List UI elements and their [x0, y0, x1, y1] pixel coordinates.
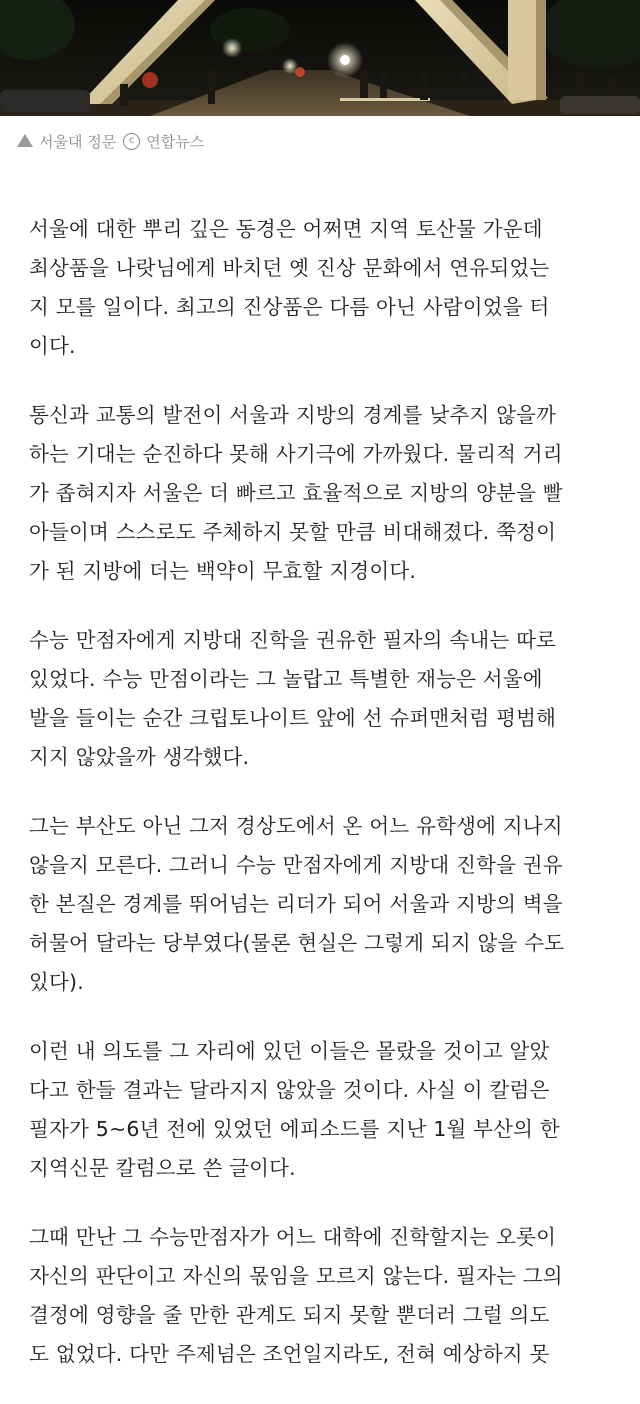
text-line: 지역신문 칼럼으로 쓴 글이다. [29, 1156, 296, 1180]
text-line: 지지 않았을까 생각했다. [29, 745, 250, 769]
article-photo [0, 0, 640, 116]
article-paragraph [29, 1218, 619, 1374]
text-line: 한 본질은 경계를 뛰어넘는 리더가 되어 서울과 지방의 벽을 [29, 892, 563, 916]
text-line: 최상품을 나랏님에게 바치던 옛 진상 문화에서 연유되었는 [29, 256, 550, 280]
photo-caption [17, 128, 204, 154]
text-line: 있다). [29, 970, 84, 994]
text-line: 이다. [29, 334, 76, 358]
text-line: 통신과 교통의 발전이 서울과 지방의 경계를 낮추지 않을까 [29, 403, 557, 427]
text-line: 이런 내 의도를 그 자리에 있던 이들은 몰랐을 것이고 알았 [29, 1039, 550, 1063]
text-line: 다고 한들 결과는 달라지지 않았을 것이다. 사실 이 칼럼은 [29, 1078, 550, 1102]
article-paragraph [29, 210, 619, 366]
caption-text: 서울대 정문 [39, 132, 117, 151]
copyright-icon: c [123, 133, 140, 150]
text-line: 허물어 달라는 당부였다(물론 현실은 그렇게 되지 않을 수도 [29, 931, 565, 955]
text-line: 도 없었다. 다만 주제넘은 조언일지라도, 전혀 예상하지 못 [29, 1342, 550, 1366]
text-line: 필자가 5~6년 전에 있었던 에피소드를 지난 1월 부산의 한 [29, 1117, 560, 1141]
text-line: 아들이며 스스로도 주체하지 못할 만큼 비대해졌다. 쭉정이 [29, 520, 557, 544]
caption-source: 연합뉴스 [146, 132, 205, 151]
night-gate-photo-icon [0, 0, 640, 116]
text-line: 서울에 대한 뿌리 깊은 동경은 어쩌면 지역 토산물 가운데 [29, 217, 543, 241]
article-paragraph [29, 807, 619, 1002]
text-line: 가 된 지방에 더는 백약이 무효할 지경이다. [29, 559, 417, 583]
article-paragraph [29, 1032, 619, 1188]
text-line: 자신의 판단이고 자신의 몫임을 모르지 않는다. 필자는 그의 [29, 1264, 563, 1288]
article-body [29, 210, 619, 1404]
text-line: 결정에 영향을 줄 만한 관계도 되지 못할 뿐더러 그럴 의도 [29, 1303, 550, 1327]
article-paragraph [29, 396, 619, 591]
text-line: 그는 부산도 아닌 그저 경상도에서 온 어느 유학생에 지나지 [29, 814, 563, 838]
text-line: 않을지 모른다. 그러니 수능 만점자에게 지방대 진학을 권유 [29, 853, 563, 877]
text-line: 수능 만점자에게 지방대 진학을 권유한 필자의 속내는 따로 [29, 628, 557, 652]
text-line: 지 모를 일이다. 최고의 진상품은 다름 아닌 사람이었을 터 [29, 295, 550, 319]
article-paragraph [29, 621, 619, 777]
text-line: 있었다. 수능 만점이라는 그 놀랍고 특별한 재능은 서울에 [29, 667, 543, 691]
text-line: 발을 들이는 순간 크립토나이트 앞에 선 슈퍼맨처럼 평범해 [29, 706, 557, 730]
triangle-up-icon [17, 134, 33, 147]
text-line: 그때 만난 그 수능만점자가 어느 대학에 진학할지는 오롯이 [29, 1225, 557, 1249]
text-line: 가 좁혀지자 서울은 더 빠르고 효율적으로 지방의 양분을 빨 [29, 481, 563, 505]
text-line: 하는 기대는 순진하다 못해 사기극에 가까웠다. 물리적 거리 [29, 442, 563, 466]
